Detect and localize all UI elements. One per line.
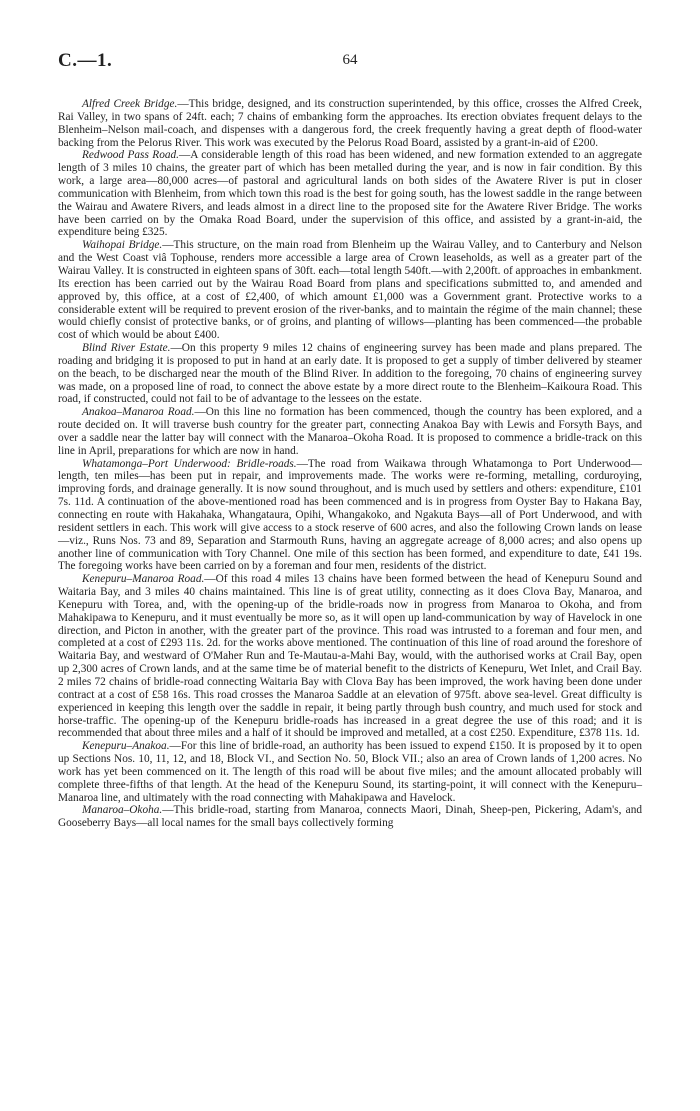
paragraph-text: —On this property 9 miles 12 chains of engineering survey has been made and plans prepared. The roading and bridging it is proposed to put in hand at an early date. It is proposed to get a supply of timber delivered by steamer on the beach, to be discharged near the mouth of the Blind River. In addition to the foregoing, 70 chains of engineering survey was made, on a proposed line of road, to connect the above estate by a more direct route to the Blenheim–Kaikoura Road. This road, if constructed, could not fail to be of advantage to the lessees on the estate.: [58, 342, 642, 406]
report-body: [58, 98, 642, 830]
paragraph-heading: Manaroa–Okoha.: [82, 804, 163, 817]
paragraph-anakoa-manaroa-road: [58, 406, 642, 457]
paragraph-text: —This structure, on the main road from Blenheim up the Wairau Valley, and to Canterbury and Nelson and the West Coast viâ Tophouse, renders more accessible a large area of Crown leaseholds, as well as a greater part of the Wairau Valley. It is constructed in eighteen spans of 30ft. each—total length 540ft.—with 2,200ft. of approaches in embankment. Its erection has been carried out by the Wairau Road Board from plans and specifications submitted to, and amended and approved by, this office, at a cost of £2,400, of which amount £1,000 was a Government grant. Protective works to a considerable extent will be required to prevent erosion of the river-banks, and to maintain the régime of the main channel; these would chiefly consist of protective banks, or of groins, and planting of willows—planting has been commenced—the probable cost of which would be about £400.: [58, 239, 642, 342]
paragraph-heading: Whatamonga–Port Underwood: Bridle-roads.: [82, 457, 297, 470]
paragraph-text: —Of this road 4 miles 13 chains have been formed between the head of Kenepuru Sound and Waitaria Bay, and 3 miles 40 chains maintained. This line is of great utility, connecting as it does Clova Bay, Manaroa, and Kenepuru with Torea, and, with the opening-up of the bridle-roads now in progress from Manaroa to Okoha, and from Mahakipawa to Kenepuru, and it must eventually be more so, as it will open up land-communication by way of Havelock in one direction, and Picton in another, with the greater part of the province. This road was intrusted to a foreman and four men, and completed at a cost of £293 11s. 2d. for the works above mentioned. The continuation of this line of road around the foreshore of Waitaria Bay, and westward of O'Maher Run and Te-Mautau-a-Mahi Bay, would, with the authorised works at Crail Bay, open up 2,300 acres of Crown lands, and at the same time be of material benefit to the districts of Kenepuru, Wet Inlet, and Crail Bay. 2 miles 72 chains of bridle-road connecting Waitaria Bay with Clova Bay has been improved, the work having been done under contract at a cost of £58 16s. This road crosses the Manaroa Saddle at an elevation of 975ft. above sea-level. Great difficulty is experienced in keeping this length over the saddle in repair, it being partly through bush country, and much used for stock and horse-traffic. The opening-up of the Kenepuru bridle-roads has increased in a great degree the use of this road; and it is recommended that about three miles and a half of it should be improved and metalled, at a cost £250. Expenditure, £378 11s. 1d.: [58, 573, 642, 740]
paragraph-text: —For this line of bridle-road, an authority has been issued to expend £150. It is proposed by it to open up Sections Nos. 10, 11, 12, and 18, Block VI., and Section No. 50, Block VII.; also an area of Crown lands of 1,200 acres. No work has yet been commenced on it. The length of this road will be about five miles; and the amount allocated probably will complete three-fifths of that length. At the head of the Kenepuru Sound, its starting-point, it will connect with the Kenepuru–Manaroa line, and ultimately with the road connecting with Mahakipawa and Havelock.: [58, 740, 642, 804]
paragraph-heading: Blind River Estate.: [82, 342, 171, 355]
document-reference: C.—1.: [58, 50, 113, 71]
paragraph-heading: Anakoa–Manaroa Road.: [82, 406, 195, 419]
paragraph-heading: Alfred Creek Bridge.: [82, 98, 178, 110]
page-header: [58, 50, 642, 76]
paragraph-waihopai-bridge: [58, 239, 642, 342]
paragraph-kenepuru-manaroa-road: [58, 573, 642, 740]
paragraph-heading: Kenepuru–Anakoa.: [82, 740, 170, 753]
paragraph-heading: Kenepuru–Manaroa Road.: [82, 573, 205, 586]
page-number: 64: [342, 52, 358, 68]
paragraph-heading: Redwood Pass Road.: [82, 149, 179, 162]
paragraph-alfred-creek-bridge: [58, 98, 642, 149]
paragraph-blind-river-estate: [58, 342, 642, 406]
paragraph-text: —On this line no formation has been commenced, though the country has been explored, and a route decided on. It will traverse bush country for the greater part, connecting Anakoa Bay with Lewis and Forsyth Bays, and over a saddle near the latter bay will connect with the Manaroa–Okoha Road. It is proposed to commence a bridle-track on this line in April, preparations for which are now in hand.: [58, 406, 643, 457]
paragraph-text: —This bridle-road, starting from Manaroa, connects Maori, Dinah, Sheep-pen, Pickering, Adam's, and Gooseberry Bays—all local names for the small bays collectively forming: [58, 804, 642, 830]
paragraph-text: —This bridge, designed, and its construction superintended, by this office, crosses the Alfred Creek, Rai Valley, in two spans of 24ft. each; 7 chains of embanking form the approaches. Its erection obviates frequent delays to the Blenheim–Nelson mail-coach, and dispenses with a dangerous ford, the creek frequently having a great depth of flood-water backing from the Pelorus River. This work was executed by the Pelorus Road Board, assisted by a grant-in-aid of £200.: [58, 98, 643, 149]
paragraph-heading: Waihopai Bridge.: [82, 239, 163, 252]
paragraph-whatamonga-port-underwood: [58, 458, 642, 574]
paragraph-redwood-pass-road: [58, 149, 642, 239]
paragraph-text: —The road from Waikawa through Whatamonga to Port Underwood—length, ten miles—has been put in repair, and improvements made. The works were re-forming, metalling, corduroying, improving fords, and drainage generally. It is now sound throughout, and is much used by settlers and others: expenditure, £101 7s. 11d. A continuation of the above-mentioned road has been commenced and is in progress from Oyster Bay to Hakana Bay, connecting en route with Hakahaka, Whangataura, Opihi, Whangakoko, and Ngakuta Bays—all of Port Underwood, and with resident settlers in each. This work will give access to a stock reserve of 600 acres, and also the following Crown lands on lease—viz., Runs Nos. 73 and 89, Separation and Starmouth Runs, having an aggregate acreage of 8,000 acres; and also opens up another line of communication with Tory Channel. One mile of this section has been formed, and expenditure to date, £41 19s. The foregoing works have been carried on by a foreman and four men, residents of the district.: [58, 457, 642, 573]
paragraph-text: —A considerable length of this road has been widened, and new formation extended to an aggregate length of 3 miles 10 chains, the greater part of which has been metalled during the year, and is now in fair condition. By this work, a large area—80,000 acres—of pastoral and agricultural lands on both sides of the Awatere River is put in closer communication with Blenheim, from which town this road is the best for going south, has the lowest saddle in the range between the Wairau and Awatere Rivers, and leads almost in a direct line to the proposed site for the Awatere River Bridge. The works have been carried on by the Omaka Road Board, under the supervision of this office, and assisted by a grant-in-aid, the expenditure being £325.: [58, 149, 642, 239]
paragraph-manaroa-okoha: [58, 804, 642, 830]
paragraph-kenepuru-anakoa: [58, 740, 642, 804]
